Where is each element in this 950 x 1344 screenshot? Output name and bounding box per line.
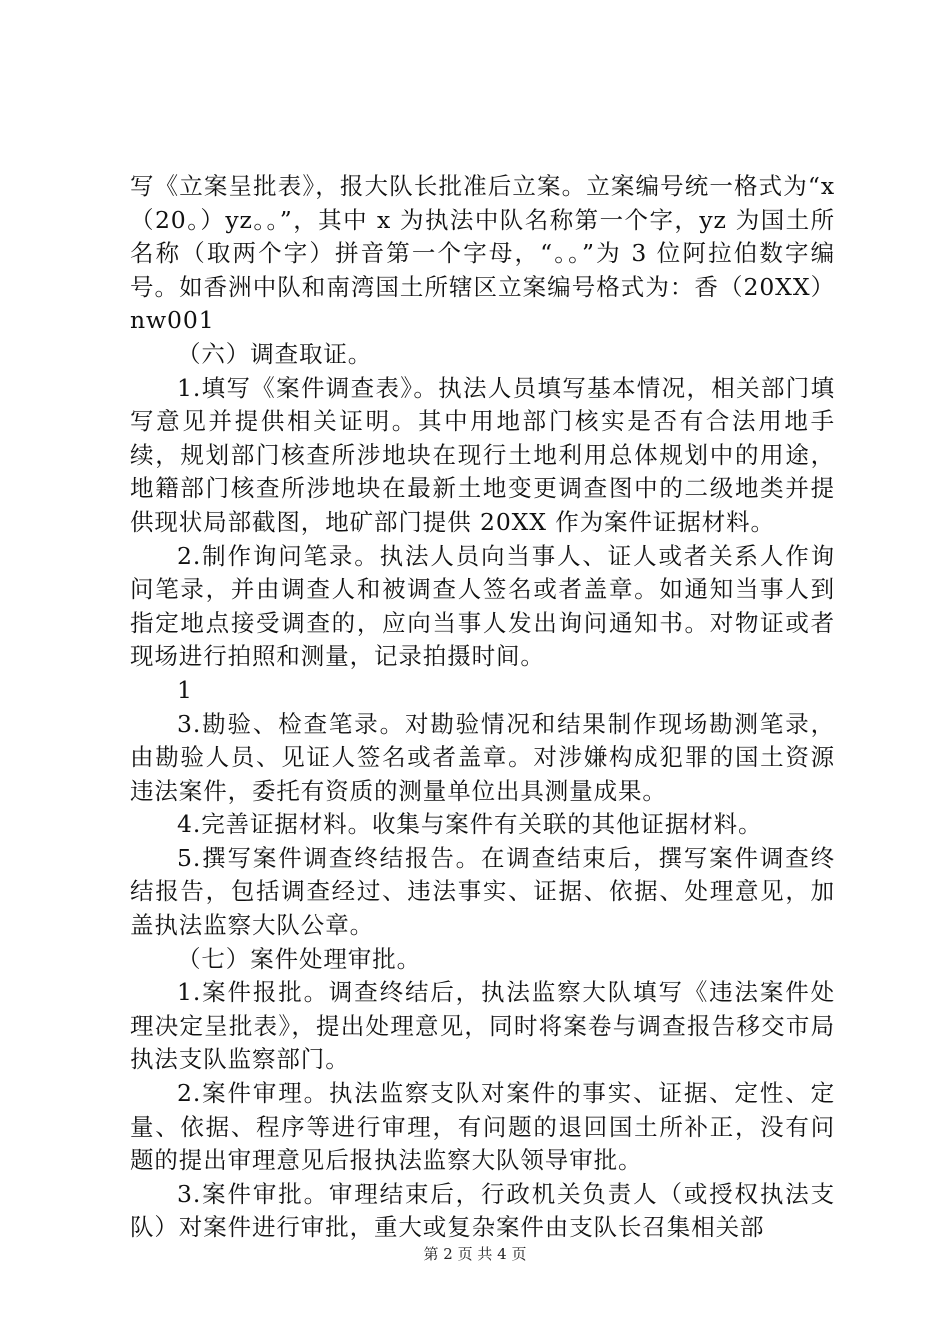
paragraph-case-number-format: 写《立案呈批表》，报大队长批准后立案。立案编号统一格式为“x（20。）yz。。”，其中 x 为执法中队名称第一个字，yz 为国土所名称（取两个字）拼音第一个字母，“。。”为 3 位阿拉伯数字编号。如香洲中队和南湾国土所辖区立案编号格式为：香（20XX）nw001 — [130, 172, 835, 335]
page-footer: 第 2 页 共 4 页 — [423, 1245, 527, 1263]
page-number-marker: 1 — [177, 675, 193, 704]
paragraph-evidence-materials: 4.完善证据材料。收集与案件有关联的其他证据材料。 — [177, 810, 763, 839]
section-heading-investigation: （六）调查取证。 — [177, 339, 373, 368]
paragraph-inspection-record: 3.勘验、检查笔录。对勘验情况和结果制作现场勘测笔录，由勘验人员、见证人签名或者盖章。对涉嫌构成犯罪的国土资源违法案件，委托有资质的测量单位出具测量成果。 — [130, 709, 835, 805]
paragraph-case-submission: 1.案件报批。调查终结后，执法监察大队填写《违法案件处理决定呈批表》，提出处理意见，同时将案卷与调查报告移交市局执法支队监察部门。 — [130, 978, 835, 1074]
section-heading-approval: （七）案件处理审批。 — [177, 944, 421, 973]
paragraph-case-review: 2.案件审理。执法监察支队对案件的事实、证据、定性、定量、依据、程序等进行审理，有问题的退回国土所补正，没有问题的提出审理意见后报执法监察大队领导审批。 — [130, 1079, 835, 1175]
paragraph-case-approval: 3.案件审批。审理结束后，行政机关负责人（或授权执法支队）对案件进行审批，重大或复杂案件由支队长召集相关部 — [130, 1179, 835, 1242]
document-body — [130, 170, 835, 1245]
paragraph-final-report: 5.撰写案件调查终结报告。在调查结束后，撰写案件调查终结报告，包括调查经过、违法事实、证据、依据、处理意见，加盖执法监察大队公章。 — [130, 843, 835, 940]
paragraph-inquiry-record: 2.制作询问笔录。执法人员向当事人、证人或者关系人作询问笔录，并由调查人和被调查人签名或者盖章。如通知当事人到指定地点接受调查的，应向当事人发出询问通知书。对物证或者现场进行拍照和测量，记录拍摄时间。 — [130, 541, 835, 671]
paragraph-investigation-form: 1.填写《案件调查表》。执法人员填写基本情况，相关部门填写意见并提供相关证明。其中用地部门核实是否有合法用地手续，规划部门核查所涉地块在现行土地利用总体规划中的用途，地籍部门核查所涉地块在最新土地变更调查图中的二级地类并提供现状局部截图，地矿部门提供 20XX 作为案件证据材料。 — [130, 373, 835, 536]
